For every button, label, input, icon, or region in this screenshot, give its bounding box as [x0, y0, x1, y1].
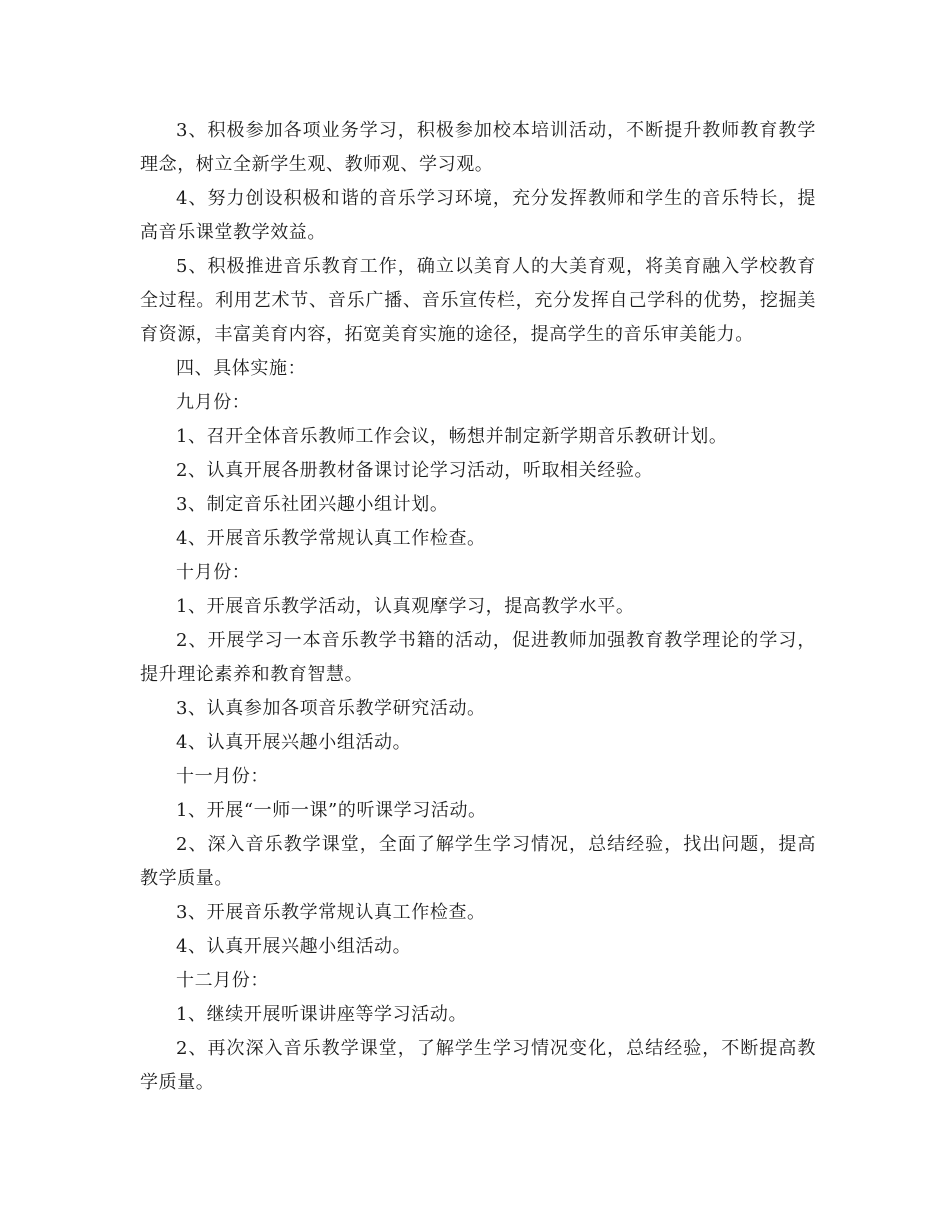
list-item: 4、认真开展兴趣小组活动。 [176, 732, 412, 753]
list-item: 1、召开全体音乐教师工作会议，畅想并制定新学期音乐教研计划。 [176, 426, 728, 447]
section-heading-implementation: 四、具体实施： [176, 358, 307, 379]
list-item: 1、开展音乐教学活动，认真观摩学习，提高教学水平。 [176, 596, 635, 617]
month-heading-september: 九月份： [176, 392, 251, 413]
month-heading-december: 十二月份： [176, 970, 269, 991]
list-item: 2、再次深入音乐教学课堂，了解学生学习情况变化，总结经验，不断提高教学质量。 [140, 1038, 816, 1093]
month-heading-november: 十一月份： [176, 766, 269, 787]
list-item: 4、开展音乐教学常规认真工作检查。 [176, 528, 486, 549]
list-item: 4、认真开展兴趣小组活动。 [176, 936, 412, 957]
list-item: 1、开展“一师一课”的听课学习活动。 [176, 800, 487, 821]
paragraph-goal-5: 5、积极推进音乐教育工作，确立以美育人的大美育观，将美育融入学校教育全过程。利用艺术节、音乐广播、音乐宣传栏，充分发挥自己学科的优势，挖掘美育资源，丰富美育内容，拓宽美育实施的途径，提高学生的音乐审美能力。 [140, 256, 816, 345]
paragraph-goal-3: 3、积极参加各项业务学习，积极参加校本培训活动，不断提升教师教育教学理念，树立全新学生观、教师观、学习观。 [140, 120, 816, 175]
list-item: 2、深入音乐教学课堂，全面了解学生学习情况，总结经验，找出问题，提高教学质量。 [140, 834, 816, 889]
list-item: 1、继续开展听课讲座等学习活动。 [176, 1004, 468, 1025]
month-heading-october: 十月份： [176, 562, 251, 583]
list-item: 3、开展音乐教学常规认真工作检查。 [176, 902, 486, 923]
document-body [140, 114, 816, 1100]
list-item: 3、认真参加各项音乐教学研究活动。 [176, 698, 486, 719]
paragraph-goal-4: 4、努力创设积极和谐的音乐学习环境，充分发挥教师和学生的音乐特长，提高音乐课堂教学效益。 [140, 188, 816, 243]
list-item: 2、开展学习一本音乐教学书籍的活动，促进教师加强教育教学理论的学习，提升理论素养和教育智慧。 [140, 630, 816, 685]
list-item: 3、制定音乐社团兴趣小组计划。 [176, 494, 449, 515]
list-item: 2、认真开展各册教材备课讨论学习活动，听取相关经验。 [176, 460, 654, 481]
